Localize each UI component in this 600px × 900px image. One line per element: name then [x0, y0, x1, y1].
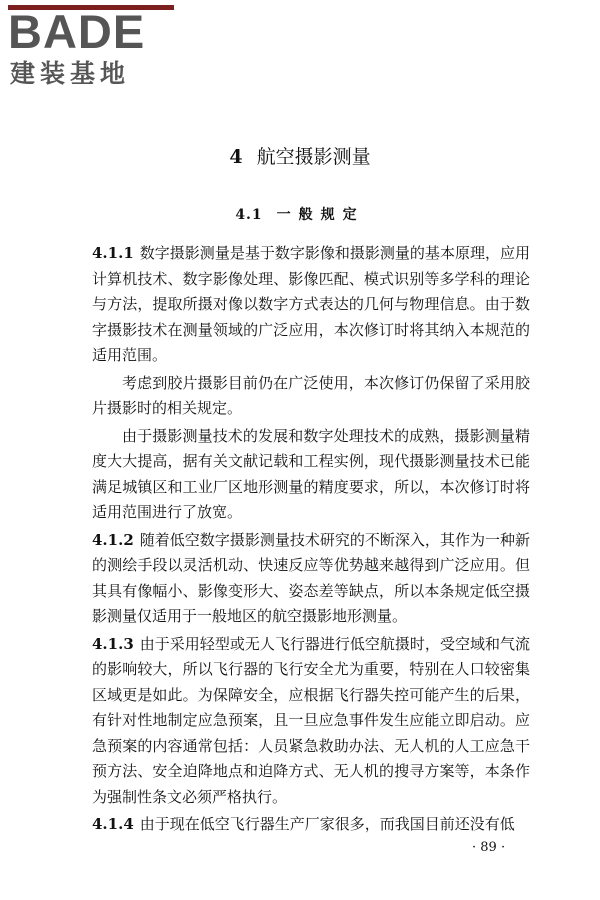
paragraph-text: 由于现在低空飞行器生产厂家很多，而我国目前还没有低 [139, 815, 515, 833]
paragraph [92, 371, 530, 422]
logo-subtitle: 建装基地 [10, 59, 131, 88]
paragraph-4-1-2 [92, 528, 530, 630]
paragraph [92, 424, 530, 526]
paragraph-text: 随着低空数字摄影测量技术研究的不断深入，其作为一种新的测绘手段以灵活机动、快速反应等优势越来越得到广泛应用。但其具有像幅小、影像变形大、姿态差等缺点，所以本条规定低空摄影测量仅适用于一般地区的航空摄影地形测量。 [92, 530, 530, 625]
section-title: 一般规定 [276, 207, 365, 223]
logo-word: BADE [8, 5, 146, 58]
section-heading [0, 205, 600, 225]
paragraph-4-1-3 [92, 632, 530, 811]
paragraph-text: 数字摄影测量是基于数字影像和摄影测量的基本原理，应用计算机技术、数字影像处理、影像匹配、模式识别等多学科的理论与方法，提取所摄对像以数字方式表达的几何与物理信息。由于数字摄影技术在测量领域的广泛应用，本次修订时将其纳入本规范的适用范围。 [92, 244, 530, 364]
bade-logo [8, 4, 178, 94]
chapter-heading [0, 144, 600, 170]
page-number: · 89 · [472, 840, 506, 855]
chapter-number: 4 [229, 146, 243, 168]
paragraph-text: 由于采用轻型或无人飞行器进行低空航摄时，受空域和气流的影响较大，所以飞行器的飞行安全尤为重要，特别在人口较密集区域更是如此。为保障安全，应根据飞行器失控可能产生的后果，有针对性地制定应急预案，且一旦应急事件发生应能立即启动。应急预案的内容通常包括：人员紧急救助办法、无人机的人工应急干预方法、安全迫降地点和迫降方式、无人机的搜寻方案等，本条作为强制性条文必须严格执行。 [92, 634, 530, 806]
chapter-title: 航空摄影测量 [256, 146, 371, 168]
clause-number: 4.1.3 [92, 634, 134, 653]
section-number: 4.1 [235, 207, 263, 223]
paragraph-text: 由于摄影测量技术的发展和数字处理技术的成熟，摄影测量精度大大提高，据有关文献记载和工程实例，现代摄影测量技术已能满足城镇区和工业厂区地形测量的精度要求，所以，本次修订时将适用范围进行了放宽。 [92, 426, 530, 521]
paragraph-4-1-1 [92, 241, 530, 369]
clause-number: 4.1.1 [92, 244, 134, 262]
paragraph-4-1-4 [92, 812, 530, 838]
clause-number: 4.1.4 [92, 815, 134, 833]
clause-number: 4.1.2 [92, 530, 134, 549]
body-text [92, 241, 530, 838]
paragraph-text: 考虑到胶片摄影目前仍在广泛使用，本次修订仍保留了采用胶片摄影时的相关规定。 [92, 373, 530, 417]
